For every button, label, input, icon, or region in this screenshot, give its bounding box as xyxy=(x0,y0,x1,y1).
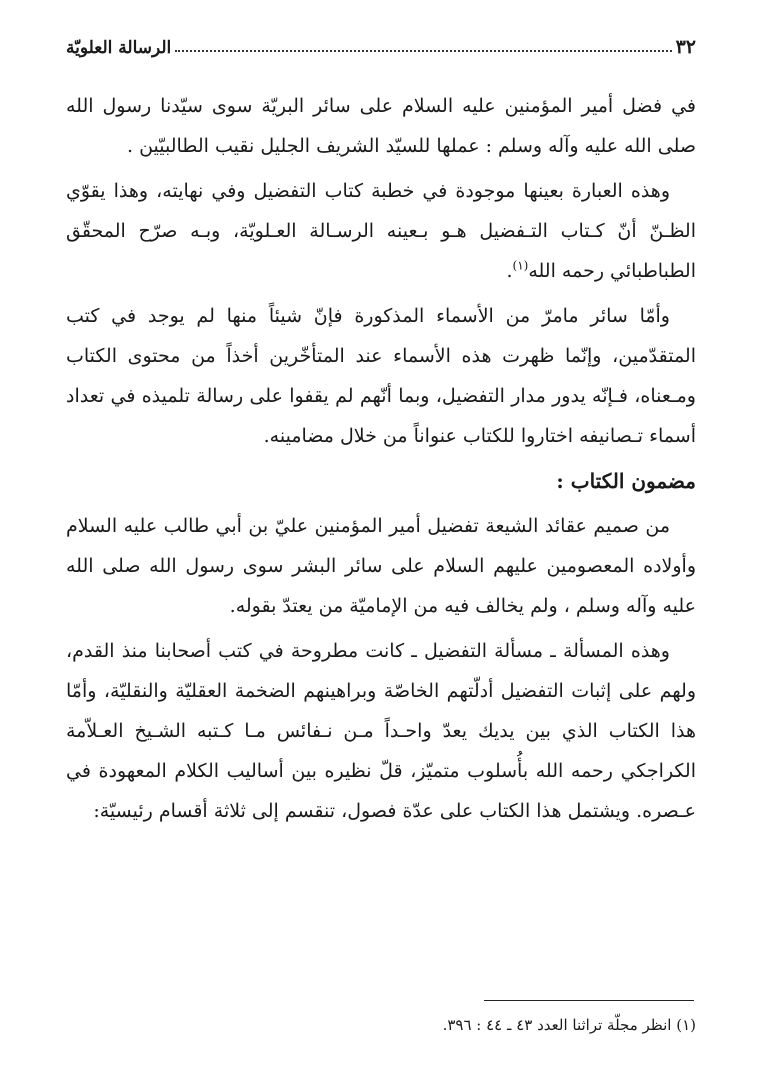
paragraph-2 xyxy=(66,171,696,291)
footnote: (١) انظر مجلّة تراثنا العدد ٤٣ ـ ٤٤ : ٣٩٦. xyxy=(442,1016,696,1034)
header-dot-leader xyxy=(175,49,671,52)
running-header xyxy=(66,32,696,58)
running-title: الرسالة العلويّة xyxy=(66,38,172,58)
paragraph-3: وأمّا سائر مامرّ من الأسماء المذكورة فإنّ شيئاً منها لم يوجد في كتب المتقدّمين، وإنّما ظهرت هذه الأسماء عند المتأخّرين أخذاً من محتوى الكتاب ومـعناه، فـإنّه يدور مدار التفضيل، وبما أنّهم لم يقفوا على رسالة تلميذه في تعداد أسماء تـصانيفه اختاروا للكتاب عنواناً من خلال مضامينه. xyxy=(66,305,696,447)
paragraph-2-end: . xyxy=(506,260,513,282)
section-heading: مضمون الكتاب : xyxy=(556,469,696,493)
page-number: ٣٢ xyxy=(675,36,696,58)
footnote-separator xyxy=(484,1000,694,1001)
paragraph-2-text: وهذه العبارة بعينها موجودة في خطبة كتاب التفضيل وفي نهايته، وهذا يقوّي الظـنّ أنّ كـتاب التـفضيل هـو بـعينه الرسـالة العـلويّة، وبـه صرّح المحقّق الطباطبائي رحمه الله xyxy=(66,180,696,282)
paragraph-5: وهذه المسألة ـ مسألة التفضيل ـ كانت مطروحة في كتب أصحابنا منذ القدم، ولهم على إثبات التفضيل أدلّتهم الخاصّة وبراهينهم الضخمة العقليّة والنقليّة، وأمّا هذا الكتاب الذي بين يديك يعدّ واحـداً مـن نـفائس مـا كـتبه الشـيخ العـلاّمة الكراجكي رحمه الله بأُسلوب متميّز، قلّ نظيره بين أساليب الكلام المعهودة في عـصره. ويشتمل هذا الكتاب على عدّة فصول، تنقسم إلى ثلاثة أقسام رئيسيّة: xyxy=(66,640,696,822)
paragraph-4: من صميم عقائد الشيعة تفضيل أمير المؤمنين عليّ بن أبي طالب عليه السلام وأولاده المعصومين عليهم السلام على سائر البشر سوى رسول الله صلى الله عليه وآله وسلم ، ولم يخالف فيه من الإماميّة من يعتدّ بقوله. xyxy=(66,515,696,617)
paragraph-1: في فضل أمير المؤمنين عليه السلام على سائر البريّة سوى سيّدنا رسول الله صلى الله عليه وآله وسلم : عملها للسيّد الشريف الجليل نقيب الطالبيّين . xyxy=(66,95,696,157)
main-text xyxy=(66,86,696,836)
footnote-reference[interactable]: (١) xyxy=(512,258,529,273)
